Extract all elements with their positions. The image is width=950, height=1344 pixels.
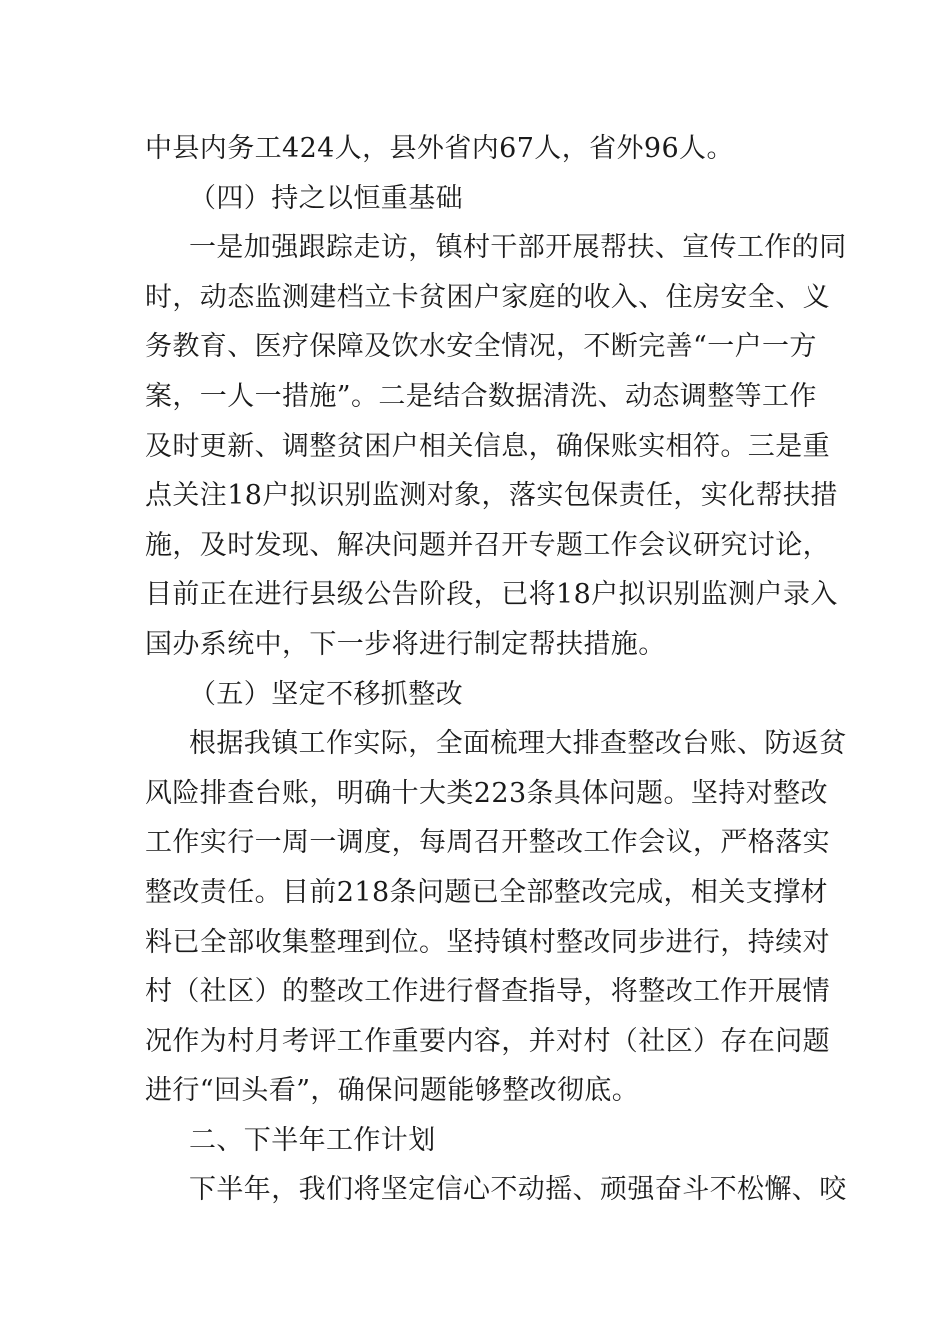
paragraph-start: 根据我镇工作实际，全面梳理大排查整改台账、防返贫 [189,728,847,760]
text-line: 点关注18户拟识别监测对象，落实包保责任，实化帮扶措 [145,480,838,512]
text-line: 料已全部收集整理到位。坚持镇村整改同步进行，持续对 [145,926,830,958]
text-line: 务教育、医疗保障及饮水安全情况，不断完善“一户一方 [145,331,817,363]
text-line: 进行“回头看”，确保问题能够整改彻底。 [145,1075,640,1107]
text-line: 目前正在进行县级公告阶段，已将18户拟识别监测户录入 [145,579,838,611]
text-line: 工作实行一周一调度，每周召开整改工作会议，严格落实 [145,827,830,859]
section-heading: （四）持之以恒重基础 [189,182,463,214]
text-line: 及时更新、调整贫困户相关信息，确保账实相符。三是重 [145,430,830,462]
text-line: 村（社区）的整改工作进行督查指导，将整改工作开展情 [145,976,830,1008]
paragraph-start: 一是加强跟踪走访，镇村干部开展帮扶、宣传工作的同 [189,232,847,264]
text-line: 案，一人一措施”。二是结合数据清洗、动态调整等工作 [145,380,817,412]
text-line: 整改责任。目前218条问题已全部整改完成，相关支撑材 [145,876,828,908]
text-line: 风险排查台账，明确十大类223条具体问题。坚持对整改 [145,777,828,809]
text-line: 况作为村月考评工作重要内容，并对村（社区）存在问题 [145,1025,830,1057]
text-line: 国办系统中，下一步将进行制定帮扶措施。 [145,628,666,660]
paragraph-start: 下半年，我们将坚定信心不动摇、顽强奋斗不松懈、咬 [189,1174,847,1206]
text-line: 时，动态监测建档立卡贫困户家庭的收入、住房安全、义 [145,281,830,313]
text-line: 中县内务工424人，县外省内67人，省外96人。 [145,133,734,164]
text-line: 施，及时发现、解决问题并召开专题工作会议研究讨论， [145,529,830,561]
section-heading: （五）坚定不移抓整改 [189,678,463,710]
section-heading: 二、下半年工作计划 [189,1124,436,1156]
document-body [145,124,847,1215]
